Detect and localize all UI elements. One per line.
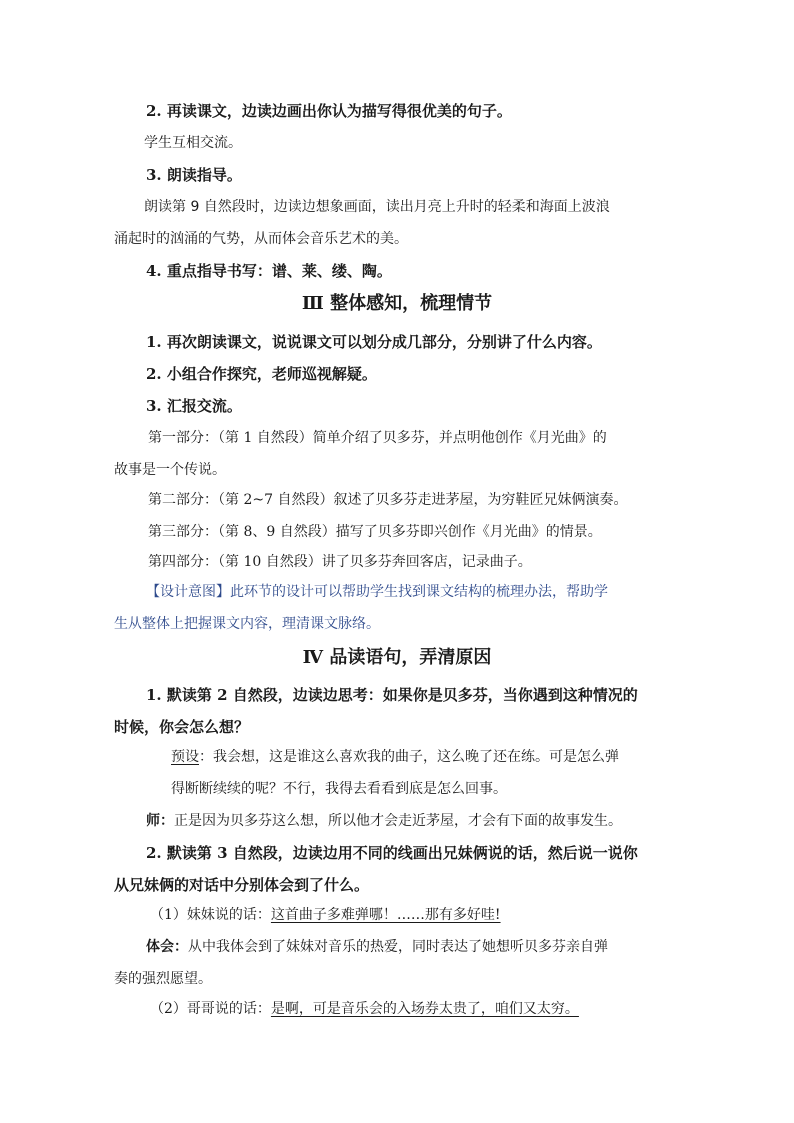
brother-label: （2）哥哥说的话： (150, 1001, 271, 1017)
sec4-step-1-line-2: 时候，你会怎么想？ (114, 718, 250, 736)
teacher-remark (146, 811, 622, 831)
feeling-text: 从中我体会到了妹妹对音乐的热爱，同时表达了她想听贝多芬亲自弹 (188, 939, 608, 955)
part-2: 第二部分：（第 2~7 自然段）叙述了贝多芬走进茅屋，为穷鞋匠兄妹俩演奏。 (148, 492, 628, 508)
sister-words (150, 905, 501, 925)
sec3-step-1: 1. 再次朗读课文，说说课文可以划分成几部分，分别讲了什么内容。 (146, 333, 602, 351)
student-exchange: 学生互相交流。 (144, 135, 242, 151)
step-3-reading-guide: 3. 朗读指导。 (146, 166, 242, 184)
sister-label: （1）妹妹说的话： (150, 907, 271, 923)
part-1-line-1: 第一部分：（第 1 自然段）简单介绍了贝多芬，并点明他创作《月光曲》的 (148, 430, 607, 446)
feeling-label: 体会： (146, 939, 188, 955)
part-4: 第四部分：（第 10 自然段）讲了贝多芬奔回客店，记录曲子。 (148, 554, 532, 570)
teacher-label: 师： (146, 813, 174, 829)
sec3-step-2: 2. 小组合作探究，老师巡视解疑。 (146, 365, 377, 383)
reading-guide-line-2: 涌起时的汹涌的气势，从而体会音乐艺术的美。 (114, 231, 408, 247)
part-1-line-2: 故事是一个传说。 (114, 462, 226, 478)
preset-answer-line-1 (171, 747, 619, 767)
step-4-writing-guide: 4. 重点指导书写：谱、莱、缕、陶。 (146, 262, 392, 280)
preset-label: 预设 (171, 749, 199, 765)
design-intent-line-1: 【设计意图】此环节的设计可以帮助学生找到课文结构的梳理办法，帮助学 (146, 584, 608, 600)
section-4-heading: Ⅳ 品读语句，弄清原因 (302, 647, 492, 668)
sec4-step-1-line-1: 1. 默读第 2 自然段，边读边思考：如果你是贝多芬，当你遇到这种情况的 (146, 686, 638, 704)
reading-guide-line-1: 朗读第 9 自然段时，边读边想象画面，读出月亮上升时的轻柔和海面上波浪 (144, 199, 610, 215)
feeling-line-2: 奏的强烈愿望。 (114, 971, 212, 987)
brother-words (150, 999, 579, 1019)
teacher-text: 正是因为贝多芬这么想，所以他才会走近茅屋，才会有下面的故事发生。 (174, 813, 622, 829)
brother-quote: 是啊，可是音乐会的入场券太贵了，咱们又太穷。 (270, 1001, 579, 1017)
design-intent-line-2: 生从整体上把握课文内容，理清课文脉络。 (114, 616, 380, 632)
feeling-line-1 (146, 937, 608, 957)
section-3-heading: Ⅲ 整体感知，梳理情节 (301, 293, 493, 314)
part-3: 第三部分：（第 8、9 自然段）描写了贝多芬即兴创作《月光曲》的情景。 (148, 524, 602, 540)
sec4-step-2-line-2: 从兄妹俩的对话中分别体会到了什么。 (114, 876, 370, 894)
sec3-step-3: 3. 汇报交流。 (146, 397, 242, 415)
sister-quote: 这首曲子多难弹哪！……那有多好哇! (270, 907, 501, 923)
preset-text: ：我会想，这是谁这么喜欢我的曲子，这么晚了还在练。可是怎么弹 (199, 749, 619, 765)
preset-answer-line-2: 得断断续续的呢？不行，我得去看看到底是怎么回事。 (171, 781, 507, 797)
sec4-step-2-line-1: 2. 默读第 3 自然段，边读边用不同的线画出兄妹俩说的话，然后说一说你 (146, 844, 638, 862)
step-2-reread: 2. 再读课文，边读边画出你认为描写得很优美的句子。 (146, 102, 512, 120)
